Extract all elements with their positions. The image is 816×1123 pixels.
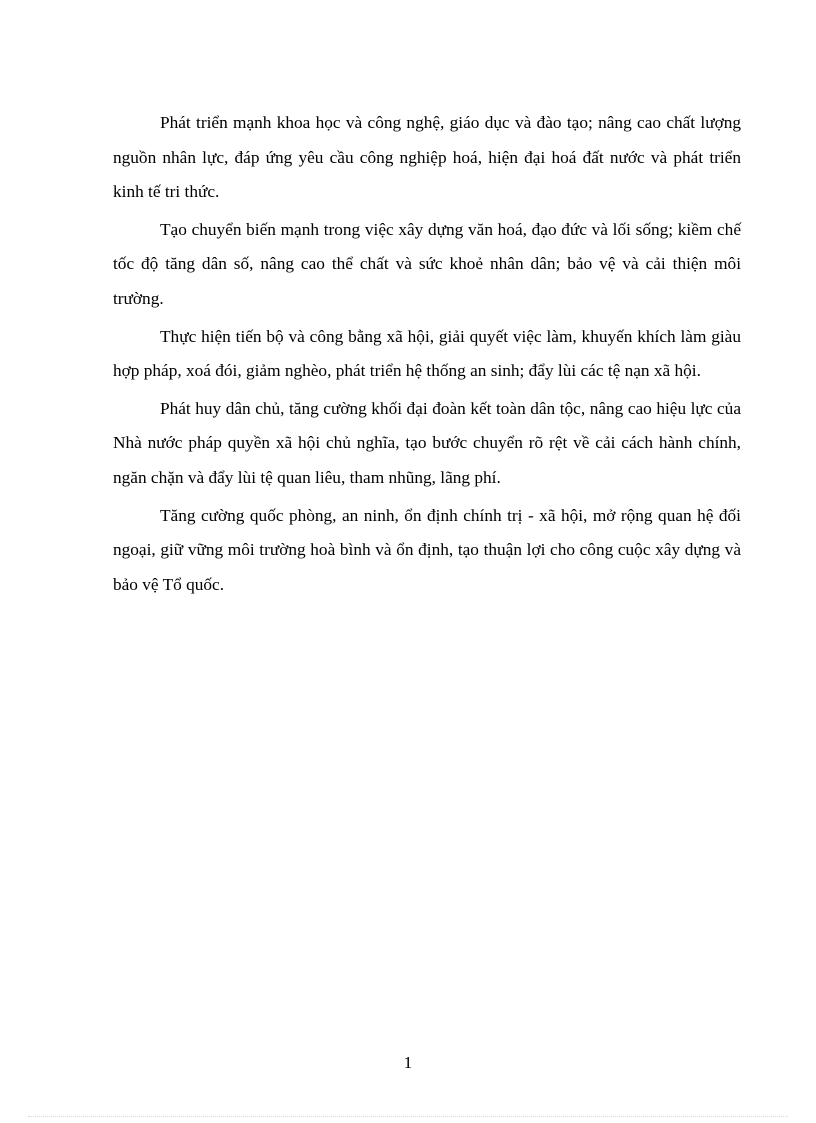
body-text xyxy=(113,106,741,605)
paragraph-science-education: Phát triển mạnh khoa học và công nghệ, giáo dục và đào tạo; nâng cao chất lượng nguồn nhân lực, đáp ứng yêu cầu công nghiệp hoá, hiện đại hoá đất nước và phát triển kinh tế tri thức. xyxy=(113,113,741,202)
paragraph-social-progress: Thực hiện tiến bộ và công bằng xã hội, giải quyết việc làm, khuyến khích làm giàu hợp pháp, xoá đói, giảm nghèo, phát triển hệ thống an sinh; đẩy lùi các tệ nạn xã hội. xyxy=(113,326,741,381)
paragraph-democracy-reform: Phát huy dân chủ, tăng cường khối đại đoàn kết toàn dân tộc, nâng cao hiệu lực của Nhà nước pháp quyền xã hội chủ nghĩa, tạo bước chuyển rõ rệt về cải cách hành chính, ngăn chặn và đẩy lùi tệ quan liêu, tham nhũng, lãng phí. xyxy=(113,398,741,487)
paragraph-culture-environment: Tạo chuyển biến mạnh trong việc xây dựng văn hoá, đạo đức và lối sống; kiềm chế tốc độ tăng dân số, nâng cao thể chất và sức khoẻ nhân dân; bảo vệ và cải thiện môi trường. xyxy=(113,219,741,308)
page-bottom-divider xyxy=(28,1116,788,1117)
paragraph-defense-foreign-affairs: Tăng cường quốc phòng, an ninh, ổn định chính trị - xã hội, mở rộng quan hệ đối ngoại, giữ vững môi trường hoà bình và ổn định, tạo thuận lợi cho công cuộc xây dựng và bảo vệ Tổ quốc. xyxy=(113,505,741,594)
page-number: 1 xyxy=(403,1053,413,1072)
